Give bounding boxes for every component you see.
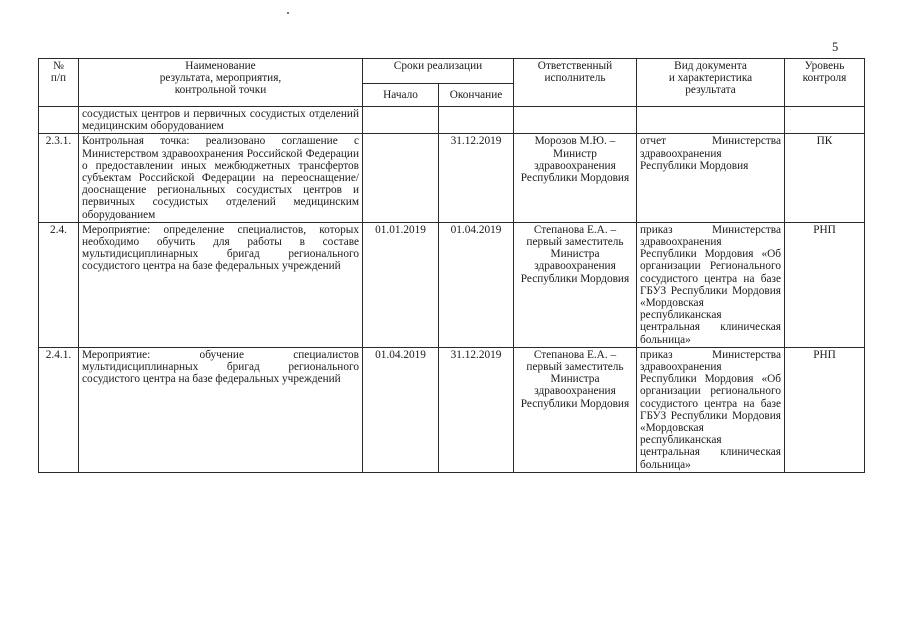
header-document: Вид документа и характеристика результата — [637, 59, 785, 107]
scan-speck — [287, 12, 289, 14]
row-end: 01.04.2019 — [439, 222, 514, 347]
header-control-level: Уровень контроля — [785, 59, 865, 107]
row-document: отчет Министерства здравоохранения Республики Мордовия — [637, 134, 785, 222]
row-start: 01.04.2019 — [363, 347, 439, 472]
row-name: Контрольная точка: реализовано соглашение с Министерством здравоохранения Российской Федерации о предоставлении иных межбюджетных трансфертов субъектам Российской Федерации на переоснащение/дооснащение региональных сосудистых центров и первичных сосудистых отделений медицинским оборудованием — [79, 134, 363, 222]
header-start: Начало — [363, 84, 439, 107]
row-control-level: РНП — [785, 222, 865, 347]
row-responsible: Степанова Е.А. – первый заместитель Министра здравоохранения Республики Мордовия — [514, 347, 637, 472]
row-start: 01.01.2019 — [363, 222, 439, 347]
row-control-level: РНП — [785, 347, 865, 472]
row-document — [637, 107, 785, 134]
row-control-level: ПК — [785, 134, 865, 222]
row-control-level — [785, 107, 865, 134]
row-end — [439, 107, 514, 134]
row-responsible: Степанова Е.А. – первый заместитель Министра здравоохранения Республики Мордовия — [514, 222, 637, 347]
header-number: № п/п — [39, 59, 79, 107]
header-name: Наименование результата, мероприятия, контрольной точки — [79, 59, 363, 107]
table-row — [39, 347, 865, 472]
row-name: сосудистых центров и первичных сосудистых отделений медицинским оборудованием — [79, 107, 363, 134]
row-number — [39, 107, 79, 134]
table-row — [39, 134, 865, 222]
row-name: Мероприятие: определение специалистов, которых необходимо обучить для работы в составе мультидисциплинарных бригад регионального сосудистого центра на базе федеральных учреждений — [79, 222, 363, 347]
row-number: 2.4. — [39, 222, 79, 347]
header-end: Окончание — [439, 84, 514, 107]
table-row — [39, 107, 865, 134]
row-number: 2.3.1. — [39, 134, 79, 222]
row-name: Мероприятие: обучение специалистов мультидисциплинарных бригад регионального сосудистого центра на базе федеральных учреждений — [79, 347, 363, 472]
implementation-plan-table — [38, 58, 865, 473]
row-end: 31.12.2019 — [439, 134, 514, 222]
table-body — [39, 107, 865, 473]
row-start — [363, 134, 439, 222]
table-row — [39, 222, 865, 347]
row-document: приказ Министерства здравоохранения Республики Мордовия «Об организации Регионального сосудистого центра на базе ГБУЗ Республики Мордовия «Мордовская республиканская центральная клиническая больница» — [637, 222, 785, 347]
row-start — [363, 107, 439, 134]
row-responsible — [514, 107, 637, 134]
row-number: 2.4.1. — [39, 347, 79, 472]
table-header — [39, 59, 865, 107]
row-responsible: Морозов М.Ю. – Министр здравоохранения Республики Мордовия — [514, 134, 637, 222]
row-document: приказ Министерства здравоохранения Республики Мордовия «Об организации регионального сосудистого центра на базе ГБУЗ Республики Мордовия «Мордовская республиканская центральная клиническая больница» — [637, 347, 785, 472]
page-number: 5 — [832, 40, 839, 54]
header-responsible: Ответственный исполнитель — [514, 59, 637, 107]
row-end: 31.12.2019 — [439, 347, 514, 472]
header-dates: Сроки реализации — [363, 59, 514, 84]
